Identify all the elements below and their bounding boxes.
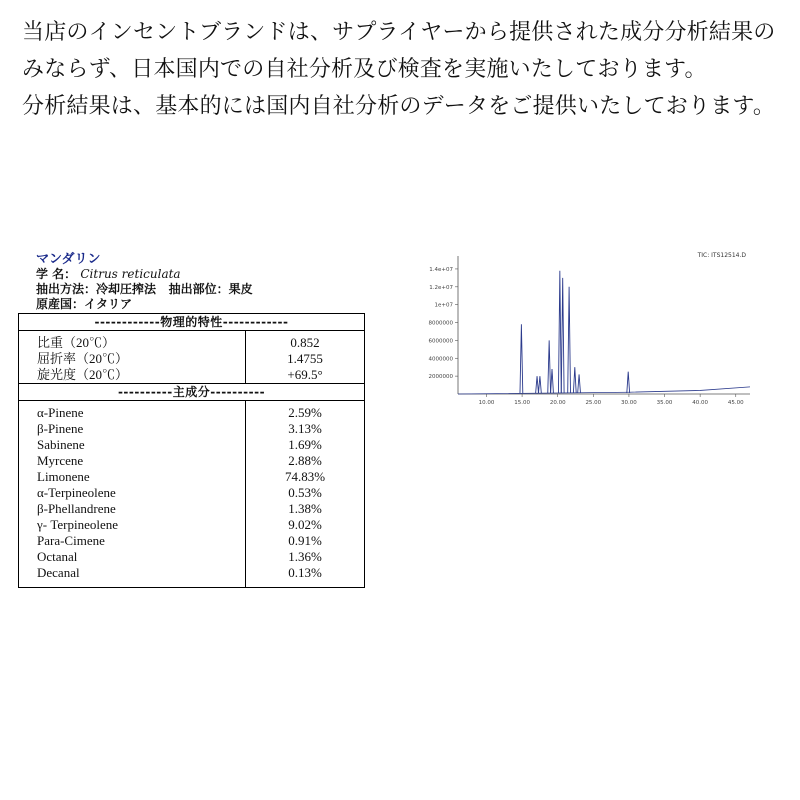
component-label: β-Phellandrene	[37, 501, 116, 516]
peak-trace	[539, 376, 542, 393]
table-row	[19, 549, 365, 565]
component-value: 1.69%	[246, 437, 365, 453]
component-value: 2.59%	[246, 401, 365, 422]
spec-name: マンダリン	[36, 252, 101, 267]
x-tick-label: 35.00	[656, 400, 673, 406]
spec-origin-value: イタリア	[84, 297, 133, 311]
y-tick-label: 1e+07	[434, 302, 453, 309]
x-tick-label: 10.00	[478, 400, 495, 406]
peak-trace	[578, 374, 581, 393]
x-tick-label: 25.00	[585, 400, 602, 406]
intro-paragraph-1: 当店のインセントブランドは、サプライヤーから提供された成分分析結果のみならず、日本国内での自社分析及び検査を実施いたしております。	[22, 20, 776, 82]
component-label: Limonene	[37, 469, 90, 484]
chart-title: TIC: ITS12514.D	[697, 252, 746, 259]
peak-trace	[573, 367, 576, 393]
spec-part-label: 抽出部位：	[168, 282, 229, 296]
y-tick-label: 8000000	[428, 320, 453, 327]
spec-origin-row	[36, 297, 365, 312]
table-row	[19, 565, 365, 588]
spec-latin-label: 学 名：	[36, 267, 77, 281]
properties-table	[18, 313, 365, 588]
table-row	[19, 331, 365, 352]
y-tick-label: 6000000	[428, 338, 453, 345]
spec-part-value: 果皮	[228, 282, 253, 296]
spec-origin-label: 原産国：	[36, 297, 85, 311]
intro-paragraph-2: 分析結果は、基本的には国内自社分析のデータをご提供いたしております。	[22, 94, 776, 119]
component-label: Decanal	[37, 565, 80, 580]
y-tick-label: 1.4e+07	[429, 266, 453, 273]
component-label: α-Terpineolene	[37, 485, 116, 500]
table-row	[19, 501, 365, 517]
components-header: ----------主成分----------	[19, 384, 365, 401]
x-tick-label: 45.00	[727, 400, 744, 406]
property-value: 1.4755	[246, 351, 365, 367]
component-value: 3.13%	[246, 421, 365, 437]
table-row	[19, 437, 365, 453]
y-tick-label: 2000000	[428, 374, 453, 381]
table-row	[19, 453, 365, 469]
component-value: 0.53%	[246, 485, 365, 501]
spec-method-value: 冷却圧搾法	[96, 282, 157, 296]
peak-trace	[558, 271, 561, 393]
table-row	[19, 517, 365, 533]
peak-trace	[568, 287, 571, 393]
property-label: 旋光度（20℃）	[37, 367, 129, 382]
components-header-row	[19, 384, 365, 401]
table-row	[19, 485, 365, 501]
spec-method-row	[36, 282, 365, 297]
x-tick-label: 40.00	[692, 400, 709, 406]
baseline-trace	[458, 387, 750, 394]
y-tick-label: 4000000	[428, 356, 453, 363]
intro-text	[22, 14, 782, 125]
table-row	[19, 533, 365, 549]
peak-trace	[548, 340, 551, 393]
physical-header: ------------物理的特性------------	[19, 314, 365, 331]
component-value: 2.88%	[246, 453, 365, 469]
peak-trace	[520, 324, 523, 393]
peak-trace	[561, 278, 564, 393]
x-tick-label: 30.00	[621, 400, 637, 406]
component-value: 0.91%	[246, 533, 365, 549]
component-value: 9.02%	[246, 517, 365, 533]
property-label: 屈折率（20℃）	[37, 351, 129, 366]
x-tick-label: 15.00	[514, 400, 530, 406]
component-label: γ- Terpineolene	[37, 517, 118, 532]
spec-method-label: 抽出方法：	[36, 282, 97, 296]
component-label: Sabinene	[37, 437, 85, 452]
physical-header-row	[19, 314, 365, 331]
spec-latin-row	[36, 267, 365, 282]
table-row	[19, 351, 365, 367]
component-value: 1.36%	[246, 549, 365, 565]
spec-latin-value: Citrus reticulata	[80, 267, 181, 281]
y-tick-label: 1.2e+07	[429, 284, 453, 291]
property-label: 比重（20℃）	[37, 335, 116, 350]
peak-trace	[551, 369, 554, 393]
table-row	[19, 469, 365, 485]
peak-trace	[627, 372, 630, 393]
component-value: 74.83%	[246, 469, 365, 485]
spec-sheet	[18, 252, 365, 588]
component-value: 1.38%	[246, 501, 365, 517]
component-value: 0.13%	[246, 565, 365, 588]
chromatogram-chart	[410, 248, 758, 410]
property-value: 0.852	[246, 331, 365, 352]
peak-trace	[536, 376, 539, 393]
component-label: α-Pinene	[37, 405, 84, 420]
component-label: Octanal	[37, 549, 78, 564]
property-value: +69.5°	[246, 367, 365, 384]
component-label: Para-Cimene	[37, 533, 105, 548]
table-row	[19, 367, 365, 384]
table-row	[19, 401, 365, 422]
component-label: β-Pinene	[37, 421, 84, 436]
table-row	[19, 421, 365, 437]
x-tick-label: 20.00	[549, 400, 566, 406]
component-label: Myrcene	[37, 453, 84, 468]
